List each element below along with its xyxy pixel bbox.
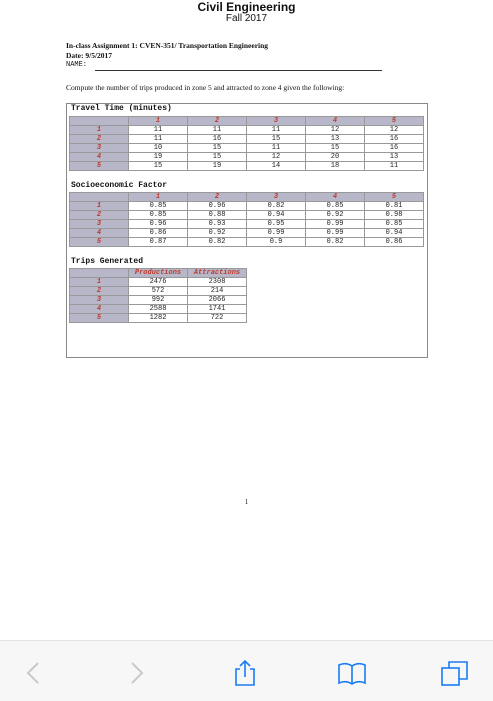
row-header: 2 [70, 135, 129, 144]
trips-title: Trips Generated [71, 257, 144, 266]
header-row [70, 117, 424, 126]
column-header: 1 [129, 193, 188, 202]
column-header: 5 [365, 193, 424, 202]
table-cell: 0.86 [365, 238, 424, 247]
browser-toolbar [0, 640, 493, 701]
table-row [70, 314, 247, 323]
table-cell: 11 [247, 126, 306, 135]
table-cell: 2588 [129, 305, 188, 314]
table-cell: 16 [188, 135, 247, 144]
corner-cell [70, 117, 129, 126]
table-cell: 12 [247, 153, 306, 162]
table-cell: 11 [247, 144, 306, 153]
table-row [70, 229, 424, 238]
column-header: 2 [188, 117, 247, 126]
table-cell: 0.94 [365, 229, 424, 238]
row-header: 4 [70, 305, 129, 314]
table-cell: 19 [188, 162, 247, 171]
table-row [70, 278, 247, 287]
table-cell: 0.95 [247, 220, 306, 229]
column-header: Productions [129, 269, 188, 278]
table-row [70, 135, 424, 144]
question-text: Compute the number of trips produced in zone 5 and attracted to zone 4 given the following: [66, 83, 345, 92]
table-cell: 0.87 [129, 238, 188, 247]
table-cell: 11 [129, 126, 188, 135]
row-header: 2 [70, 287, 129, 296]
table-cell: 0.92 [188, 229, 247, 238]
row-header: 1 [70, 126, 129, 135]
table-cell: 11 [188, 126, 247, 135]
column-header: 1 [129, 117, 188, 126]
table-cell: 16 [365, 135, 424, 144]
table-cell: 0.98 [365, 211, 424, 220]
row-header: 5 [70, 314, 129, 323]
row-header: 2 [70, 211, 129, 220]
column-header: 3 [247, 117, 306, 126]
table-cell: 10 [129, 144, 188, 153]
table-cell: 572 [129, 287, 188, 296]
table-cell: 722 [188, 314, 247, 323]
bookmarks-icon[interactable] [337, 659, 367, 687]
course-title: Civil Engineering [197, 0, 296, 14]
table-row [70, 287, 247, 296]
tabs-icon[interactable] [440, 659, 470, 687]
table-cell: 15 [188, 144, 247, 153]
row-header: 3 [70, 144, 129, 153]
corner-cell [70, 269, 129, 278]
row-header: 5 [70, 162, 129, 171]
table-cell: 0.99 [306, 229, 365, 238]
table-row [70, 153, 424, 162]
table-row [70, 220, 424, 229]
table-cell: 15 [188, 153, 247, 162]
row-header: 5 [70, 238, 129, 247]
trips-table [69, 268, 247, 323]
back-icon[interactable] [20, 659, 50, 687]
travel-time-title: Travel Time (minutes) [71, 104, 172, 113]
table-cell: 11 [365, 162, 424, 171]
table-cell: 14 [247, 162, 306, 171]
row-header: 3 [70, 296, 129, 305]
table-cell: 0.94 [247, 211, 306, 220]
column-header: 3 [247, 193, 306, 202]
table-cell: 0.86 [129, 229, 188, 238]
table-cell: 2066 [188, 296, 247, 305]
table-cell: 2308 [188, 278, 247, 287]
table-cell: 1282 [129, 314, 188, 323]
table-cell: 15 [306, 144, 365, 153]
table-row [70, 238, 424, 247]
table-cell: 19 [129, 153, 188, 162]
row-header: 4 [70, 229, 129, 238]
assignment-title: In-class Assignment 1: CVEN-351/ Transportation Engineering [66, 41, 269, 50]
table-row [70, 202, 424, 211]
table-row [70, 305, 247, 314]
table-cell: 2476 [129, 278, 188, 287]
table-cell: 0.93 [188, 220, 247, 229]
table-cell: 0.85 [306, 202, 365, 211]
table-cell: 992 [129, 296, 188, 305]
row-header: 1 [70, 278, 129, 287]
table-cell: 214 [188, 287, 247, 296]
name-label: NAME: [66, 61, 88, 69]
table-cell: 0.85 [129, 202, 188, 211]
table-cell: 0.85 [365, 220, 424, 229]
table-row [70, 296, 247, 305]
column-header: Attractions [188, 269, 247, 278]
table-cell: 0.88 [188, 211, 247, 220]
table-cell: 0.92 [306, 211, 365, 220]
corner-cell [70, 193, 129, 202]
column-header: 4 [306, 117, 365, 126]
column-header: 2 [188, 193, 247, 202]
table-cell: 0.85 [129, 211, 188, 220]
term-subtitle: Fall 2017 [225, 13, 268, 24]
row-header: 4 [70, 153, 129, 162]
table-cell: 13 [365, 153, 424, 162]
table-cell: 0.96 [188, 202, 247, 211]
header-row [70, 269, 247, 278]
table-cell: 0.81 [365, 202, 424, 211]
table-cell: 20 [306, 153, 365, 162]
table-cell: 11 [129, 135, 188, 144]
table-row [70, 144, 424, 153]
assignment-date: Date: 9/5/2017 [66, 51, 113, 60]
table-row [70, 126, 424, 135]
table-cell: 16 [365, 144, 424, 153]
table-cell: 0.82 [306, 238, 365, 247]
row-header: 1 [70, 202, 129, 211]
table-cell: 18 [306, 162, 365, 171]
page-number: 1 [244, 498, 249, 506]
table-row [70, 211, 424, 220]
column-header: 5 [365, 117, 424, 126]
socioeconomic-title: Socioeconomic Factor [71, 181, 168, 190]
socioeconomic-table [69, 192, 424, 247]
name-underline [95, 70, 382, 71]
column-header: 4 [306, 193, 365, 202]
table-cell: 0.82 [247, 202, 306, 211]
share-icon[interactable] [230, 659, 260, 687]
row-header: 3 [70, 220, 129, 229]
table-cell: 12 [365, 126, 424, 135]
table-cell: 1741 [188, 305, 247, 314]
table-cell: 12 [306, 126, 365, 135]
travel-time-table [69, 116, 424, 171]
table-cell: 0.96 [129, 220, 188, 229]
forward-icon[interactable] [120, 659, 150, 687]
table-row [70, 162, 424, 171]
table-cell: 15 [129, 162, 188, 171]
table-cell: 0.82 [188, 238, 247, 247]
table-cell: 15 [247, 135, 306, 144]
spreadsheet [66, 103, 428, 358]
header-row [70, 193, 424, 202]
table-cell: 0.9 [247, 238, 306, 247]
table-cell: 13 [306, 135, 365, 144]
table-cell: 0.99 [306, 220, 365, 229]
table-cell: 0.99 [247, 229, 306, 238]
